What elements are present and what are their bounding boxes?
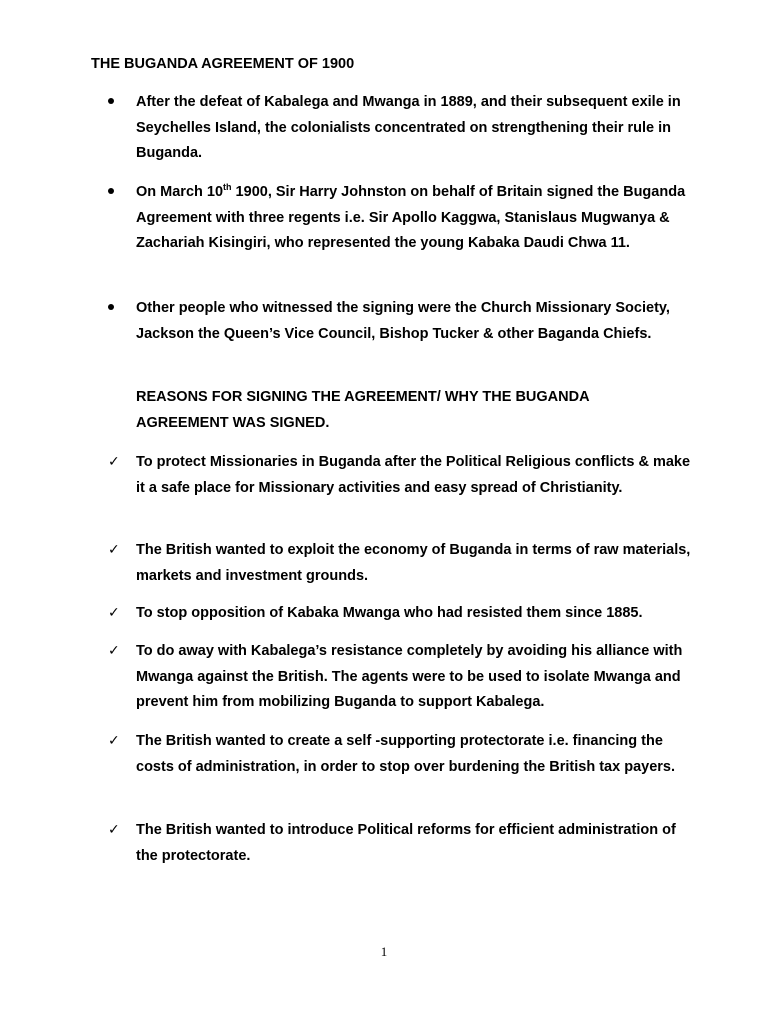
- reason-item-5: [108, 729, 696, 780]
- reason-text: To do away with Kabalega’s resistance completely by avoiding his alliance with Mwanga against the British. The agents were to be used to isolate Mwanga and prevent him from mobilizing Buganda to support Kabalega.: [136, 643, 683, 710]
- reason-item-2: [108, 538, 696, 589]
- bullet-dot-icon: [108, 296, 128, 322]
- reason-item-3: [108, 601, 696, 627]
- bullet-dot-icon: [108, 180, 128, 206]
- check-mark-icon: ✓: [108, 542, 120, 558]
- reason-item-1: [108, 450, 696, 501]
- reason-text: The British wanted to exploit the economy of Buganda in terms of raw materials, markets and investment grounds.: [136, 542, 691, 584]
- check-mark-icon: ✓: [108, 733, 120, 749]
- bullet-text-start: On March 10: [136, 184, 224, 200]
- bullet-text-end: 1900, Sir Harry Johnston on behalf of Britain signed the Buganda Agreement with three regents i.e. Sir Apollo Kaggwa, Stanislaus Mugwanya & Zachariah Kisingiri, who represented the young Kabaka Daudi Chwa 11.: [136, 184, 686, 251]
- check-mark-icon: ✓: [108, 822, 120, 838]
- bullet-item-2: [136, 180, 696, 257]
- reasons-heading: REASONS FOR SIGNING THE AGREEMENT/ WHY THE BUGANDA AGREEMENT WAS SIGNED.: [136, 389, 590, 431]
- bullet-item-1: [136, 90, 696, 167]
- reason-item-4: [108, 639, 696, 716]
- reason-text: The British wanted to create a self -supporting protectorate i.e. financing the costs of administration, in order to stop over burdening the British tax payers.: [136, 733, 675, 775]
- check-mark-icon: ✓: [108, 454, 120, 470]
- reason-item-6: [108, 818, 696, 869]
- page-number: 1: [380, 944, 388, 959]
- reason-text: To stop opposition of Kabaka Mwanga who had resisted them since 1885.: [136, 605, 643, 621]
- check-mark-icon: ✓: [108, 643, 120, 659]
- bullet-item-3: [136, 296, 696, 347]
- bullet-text: Other people who witnessed the signing were the Church Missionary Society, Jackson the Queen’s Vice Council, Bishop Tucker & other Baganda Chiefs.: [136, 300, 670, 342]
- reason-text: To protect Missionaries in Buganda after the Political Religious conflicts & make it a safe place for Missionary activities and easy spread of Christianity.: [136, 454, 691, 496]
- reason-text: The British wanted to introduce Political reforms for efficient administration of the protectorate.: [136, 822, 676, 864]
- document-title: THE BUGANDA AGREEMENT OF 1900: [91, 56, 355, 72]
- bullet-dot-icon: [108, 90, 128, 116]
- bullet-text: After the defeat of Kabalega and Mwanga in 1889, and their subsequent exile in Seychelles Island, the colonialists concentrated on strengthening their rule in Buganda.: [136, 94, 681, 161]
- ordinal-superscript: th: [223, 182, 232, 193]
- check-mark-icon: ✓: [108, 605, 120, 621]
